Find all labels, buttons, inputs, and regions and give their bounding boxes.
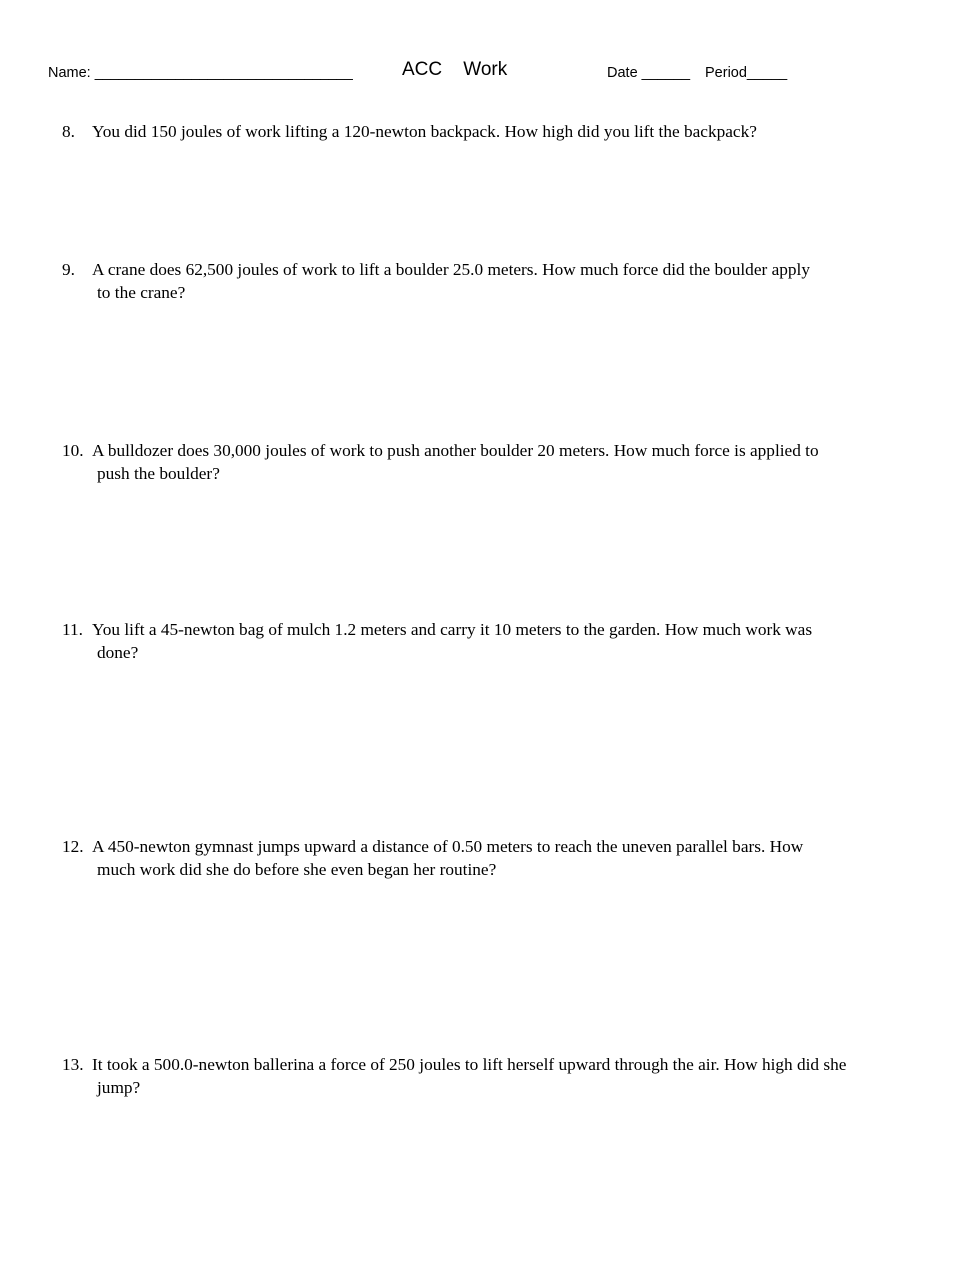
question-line-1 bbox=[62, 120, 942, 143]
worksheet-header bbox=[0, 60, 979, 86]
question-text: It took a 500.0-newton ballerina a force of 250 joules to lift herself upward through the air. How high did she bbox=[92, 1055, 847, 1074]
question-line-1 bbox=[62, 618, 942, 641]
question-line-2: push the boulder? bbox=[97, 464, 220, 483]
question-line-2: done? bbox=[97, 643, 139, 662]
question-text: A 450-newton gymnast jumps upward a distance of 0.50 meters to reach the uneven parallel bars. How bbox=[92, 837, 804, 856]
question-text: You lift a 45-newton bag of mulch 1.2 meters and carry it 10 meters to the garden. How much work was bbox=[92, 620, 813, 639]
question-number: 9. bbox=[62, 260, 75, 279]
question-line-1 bbox=[62, 258, 942, 281]
worksheet-title: ACC Work bbox=[402, 59, 508, 80]
question-number: 13. bbox=[62, 1055, 84, 1074]
name-field-label: Name: ________________________________ bbox=[48, 65, 353, 81]
question-line-2: much work did she do before she even began her routine? bbox=[97, 860, 497, 879]
question-number: 11. bbox=[62, 620, 83, 639]
question-line-1 bbox=[62, 1053, 942, 1076]
question-number: 12. bbox=[62, 837, 84, 856]
question-line-2: to the crane? bbox=[97, 283, 186, 302]
question-12 bbox=[62, 835, 942, 881]
question-text: You did 150 joules of work lifting a 120-newton backpack. How high did you lift the backpack? bbox=[92, 122, 757, 141]
period-field-label: Period_____ bbox=[705, 65, 788, 81]
question-text: A crane does 62,500 joules of work to lift a boulder 25.0 meters. How much force did the boulder apply bbox=[92, 260, 810, 279]
question-number: 8. bbox=[62, 122, 75, 141]
question-line-2: jump? bbox=[97, 1078, 141, 1097]
question-line-1 bbox=[62, 439, 942, 462]
question-number: 10. bbox=[62, 441, 84, 460]
question-8 bbox=[62, 120, 942, 143]
question-10 bbox=[62, 439, 942, 485]
question-9 bbox=[62, 258, 942, 304]
question-text: A bulldozer does 30,000 joules of work to push another boulder 20 meters. How much force is applied to bbox=[92, 441, 819, 460]
question-line-1 bbox=[62, 835, 942, 858]
date-field-label: Date ______ bbox=[607, 65, 691, 81]
question-11 bbox=[62, 618, 942, 664]
question-13 bbox=[62, 1053, 942, 1099]
